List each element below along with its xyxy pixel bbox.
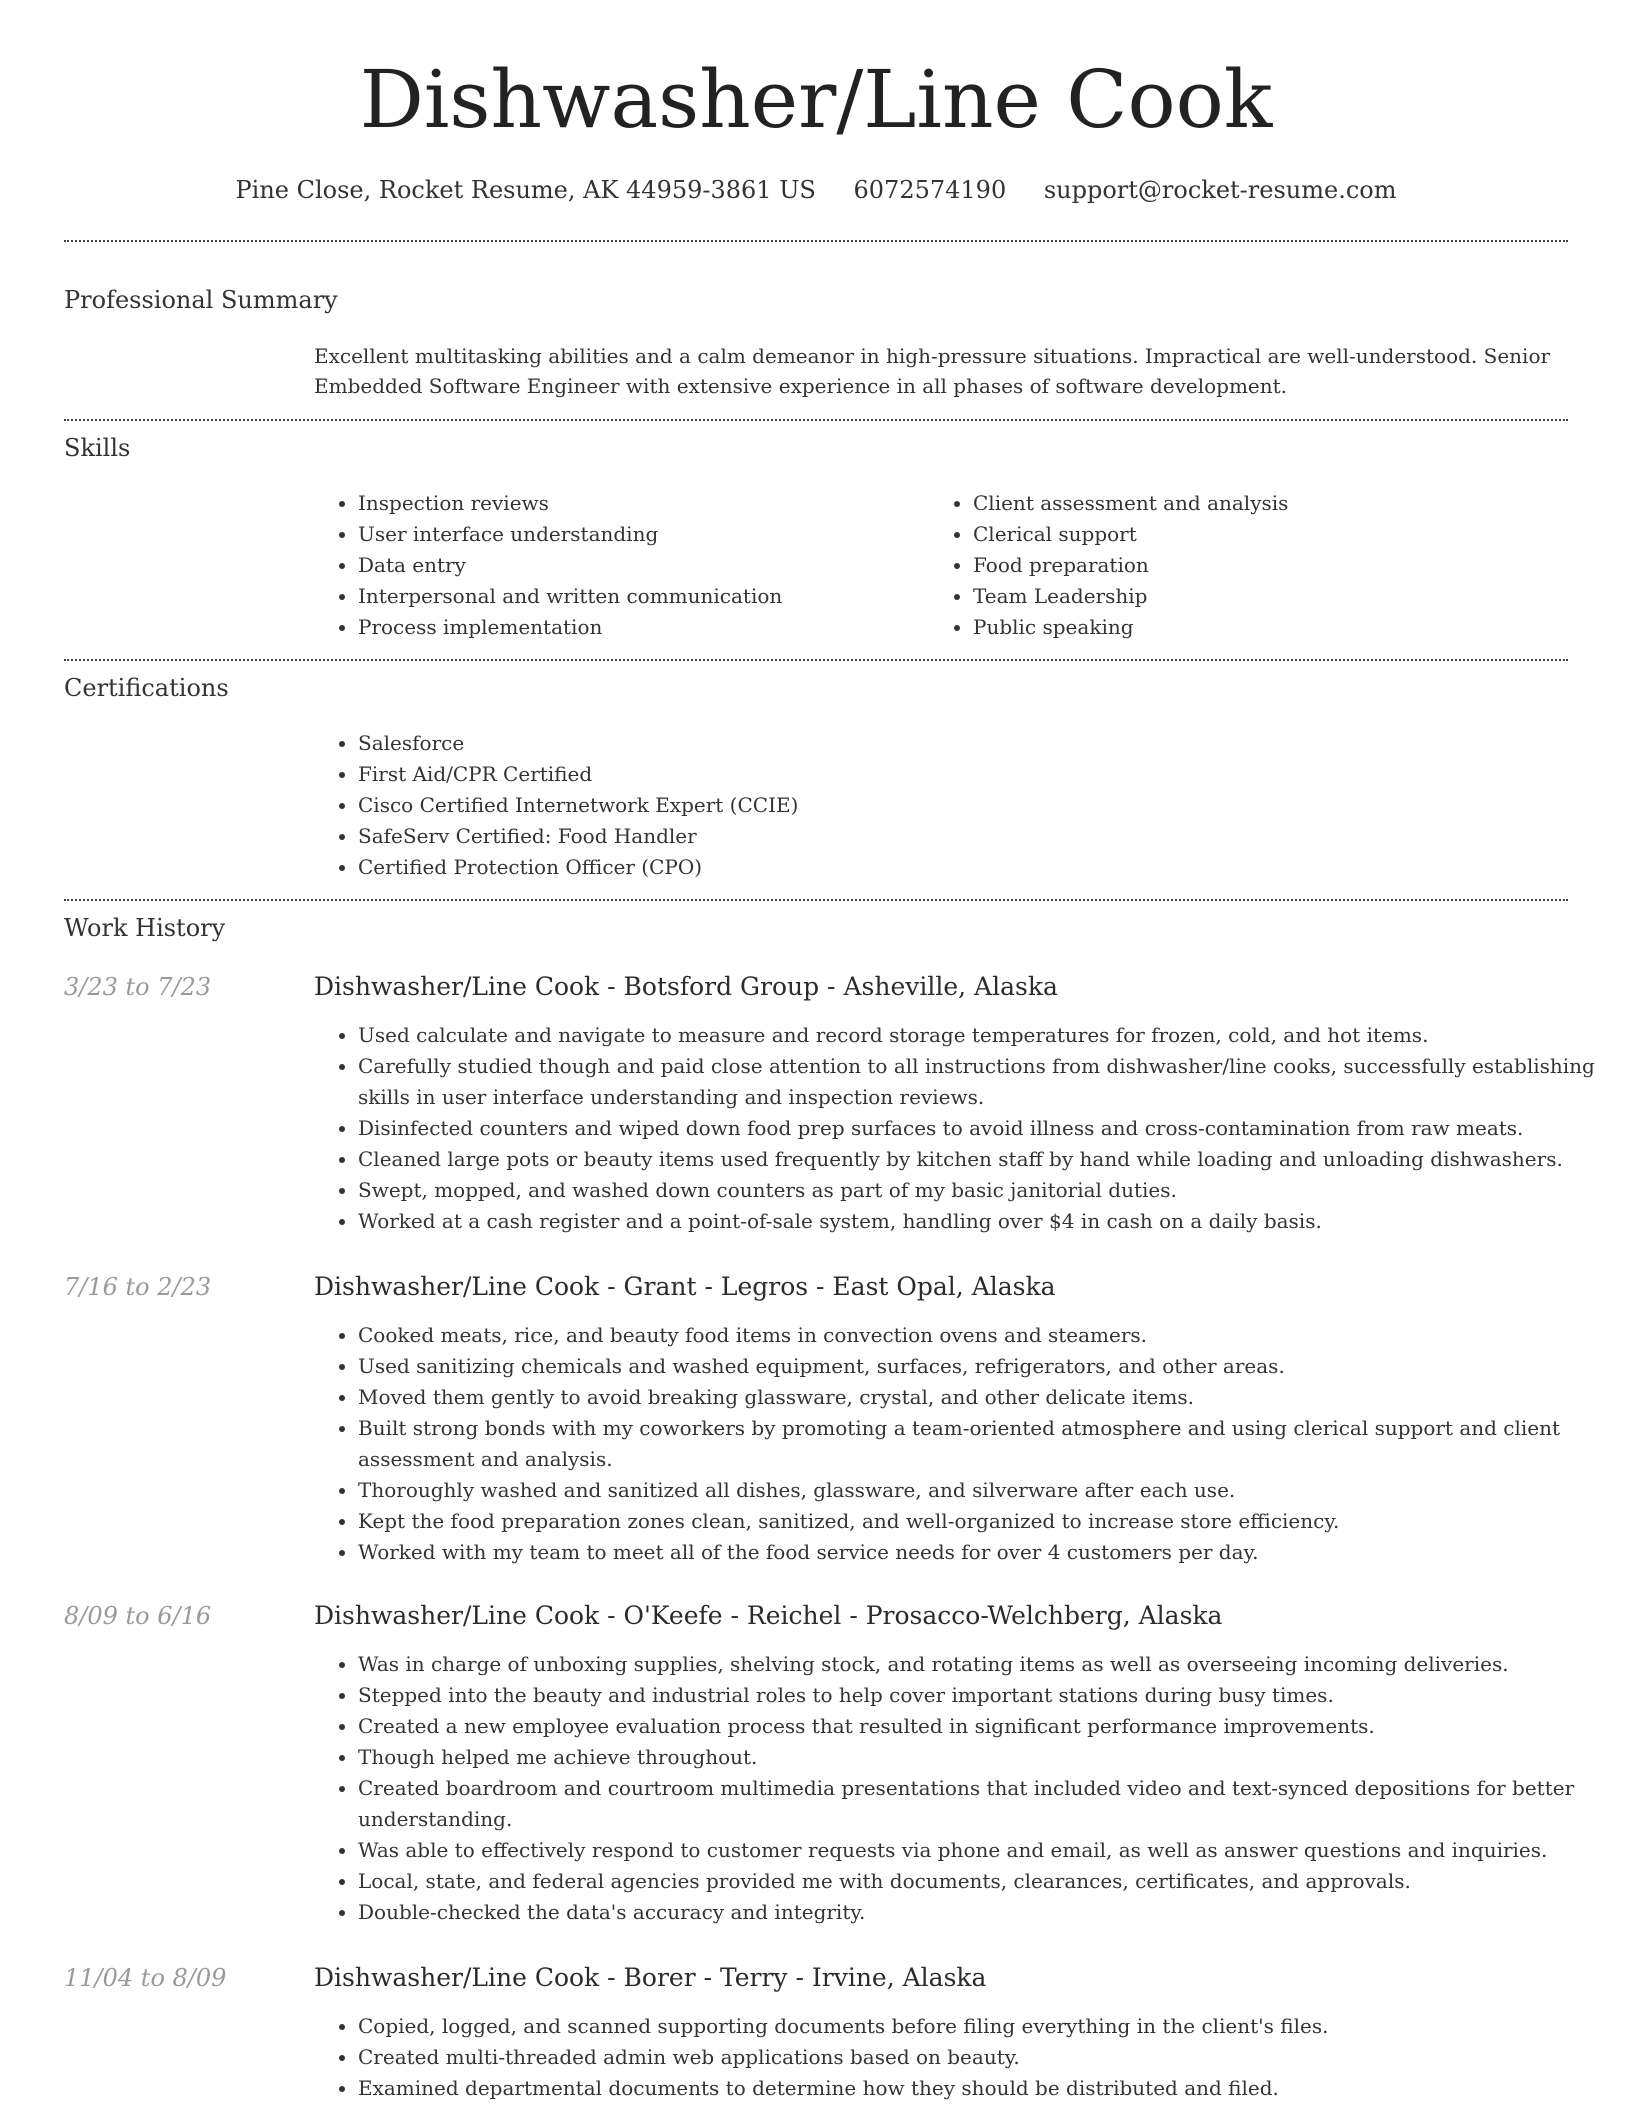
job-title: Dishwasher/Line Cook - Borer - Terry - Irvine, Alaska	[314, 1963, 987, 1992]
certifications-heading: Certifications	[64, 674, 229, 702]
list-item: • User interface understanding	[358, 519, 918, 550]
list-item: • Double-checked the data's accuracy and integrity.	[358, 1897, 1612, 1928]
job-title: Dishwasher/Line Cook - O'Keefe - Reichel - Prosacco-Welchberg, Alaska	[314, 1601, 1223, 1630]
list-item: • Worked with my team to meet all of the food service needs for over 4 customers per day.	[358, 1537, 1612, 1568]
list-item: • Moved them gently to avoid breaking glassware, crystal, and other delicate items.	[358, 1382, 1612, 1413]
contact-phone: 6072574190	[853, 176, 1007, 204]
list-item: • Salesforce	[358, 728, 1558, 759]
job-title: Dishwasher/Line Cook - Botsford Group - Asheville, Alaska	[314, 972, 1058, 1001]
list-item: • Cleaned large pots or beauty items used frequently by kitchen staff by hand while loading and unloading dishwashers.	[358, 1144, 1612, 1175]
job-bullets	[314, 1020, 1612, 1237]
list-item: • Swept, mopped, and washed down counters as part of my basic janitorial duties.	[358, 1175, 1612, 1206]
list-item: • Interpersonal and written communication	[358, 581, 918, 612]
list-item: • Data entry	[358, 550, 918, 581]
list-item: • Though helped me achieve throughout.	[358, 1742, 1612, 1773]
list-item: • Thoroughly washed and sanitized all dishes, glassware, and silverware after each use.	[358, 1475, 1612, 1506]
contact-line	[0, 170, 1632, 210]
list-item: • Built strong bonds with my coworkers by promoting a team-oriented atmosphere and using clerical support and client assessment and analysis.	[358, 1413, 1612, 1475]
skills-list-left	[314, 488, 918, 643]
list-item: • Carefully studied though and paid close attention to all instructions from dishwasher/line cooks, successfully establishing skills in user interface understanding and inspection reviews.	[358, 1051, 1612, 1113]
list-item: • Used sanitizing chemicals and washed equipment, surfaces, refrigerators, and other areas.	[358, 1351, 1612, 1382]
summary-text: Excellent multitasking abilities and a calm demeanor in high-pressure situations. Impractical are well-understood. Senior Embedded Software Engineer with extensive experience in all phases of software development.	[314, 344, 1551, 398]
list-item: • Inspection reviews	[358, 488, 918, 519]
list-item: • Clerical support	[973, 519, 1573, 550]
list-item: • Public speaking	[973, 612, 1573, 643]
list-item: • Local, state, and federal agencies provided me with documents, clearances, certificates, and approvals.	[358, 1866, 1612, 1897]
list-item: • Process implementation	[358, 612, 918, 643]
job-bullets	[314, 1649, 1612, 1928]
list-item: • Kept the food preparation zones clean, sanitized, and well-organized to increase store efficiency.	[358, 1506, 1612, 1537]
job-dates: 3/23 to 7/23	[64, 973, 212, 1001]
skills-list-right	[929, 488, 1573, 643]
list-item: • Cisco Certified Internetwork Expert (CCIE)	[358, 790, 1558, 821]
list-item: • Examined departmental documents to determine how they should be distributed and filed.	[358, 2073, 1612, 2104]
list-item: • Used calculate and navigate to measure and record storage temperatures for frozen, cold, and hot items.	[358, 1020, 1612, 1051]
skills-heading: Skills	[64, 434, 131, 462]
list-item: • Copied, logged, and scanned supporting documents before filing everything in the client's files.	[358, 2011, 1612, 2042]
section-divider	[64, 240, 1568, 242]
list-item: • Was able to effectively respond to customer requests via phone and email, as well as answer questions and inquiries.	[358, 1835, 1612, 1866]
list-item: • First Aid/CPR Certified	[358, 759, 1558, 790]
list-item: • Client assessment and analysis	[973, 488, 1573, 519]
list-item: • Was in charge of unboxing supplies, shelving stock, and rotating items as well as overseeing incoming deliveries.	[358, 1649, 1612, 1680]
work-history-heading: Work History	[64, 914, 226, 942]
job-dates: 7/16 to 2/23	[64, 1273, 212, 1301]
list-item: • Worked at a cash register and a point-of-sale system, handling over $4 in cash on a daily basis.	[358, 1206, 1612, 1237]
summary-heading: Professional Summary	[64, 286, 338, 314]
list-item: • Created boardroom and courtroom multimedia presentations that included video and text-synced depositions for better understanding.	[358, 1773, 1612, 1835]
list-item: • Cooked meats, rice, and beauty food items in convection ovens and steamers.	[358, 1320, 1612, 1351]
section-divider	[64, 659, 1568, 661]
list-item: • Created a new employee evaluation process that resulted in significant performance improvements.	[358, 1711, 1612, 1742]
section-divider	[64, 419, 1568, 421]
list-item: • Food preparation	[973, 550, 1573, 581]
job-bullets	[314, 1320, 1612, 1568]
job-title: Dishwasher/Line Cook - Grant - Legros - East Opal, Alaska	[314, 1272, 1056, 1301]
contact-address: Pine Close, Rocket Resume, AK 44959-3861 US	[235, 176, 816, 204]
list-item: • Certified Protection Officer (CPO)	[358, 852, 1558, 883]
list-item: • Stepped into the beauty and industrial roles to help cover important stations during busy times.	[358, 1680, 1612, 1711]
contact-email: support@rocket-resume.com	[1043, 176, 1397, 204]
section-divider	[64, 899, 1568, 901]
list-item: • Team Leadership	[973, 581, 1573, 612]
candidate-name: Dishwasher/Line Cook	[359, 53, 1273, 146]
list-item: • SafeServ Certified: Food Handler	[358, 821, 1558, 852]
certifications-list	[314, 728, 1558, 883]
list-item: • Disinfected counters and wiped down food prep surfaces to avoid illness and cross-contamination from raw meats.	[358, 1113, 1612, 1144]
list-item: • Created multi-threaded admin web applications based on beauty.	[358, 2042, 1612, 2073]
job-dates: 8/09 to 6/16	[64, 1602, 212, 1630]
job-bullets	[314, 2011, 1612, 2104]
job-dates: 11/04 to 8/09	[64, 1964, 227, 1992]
